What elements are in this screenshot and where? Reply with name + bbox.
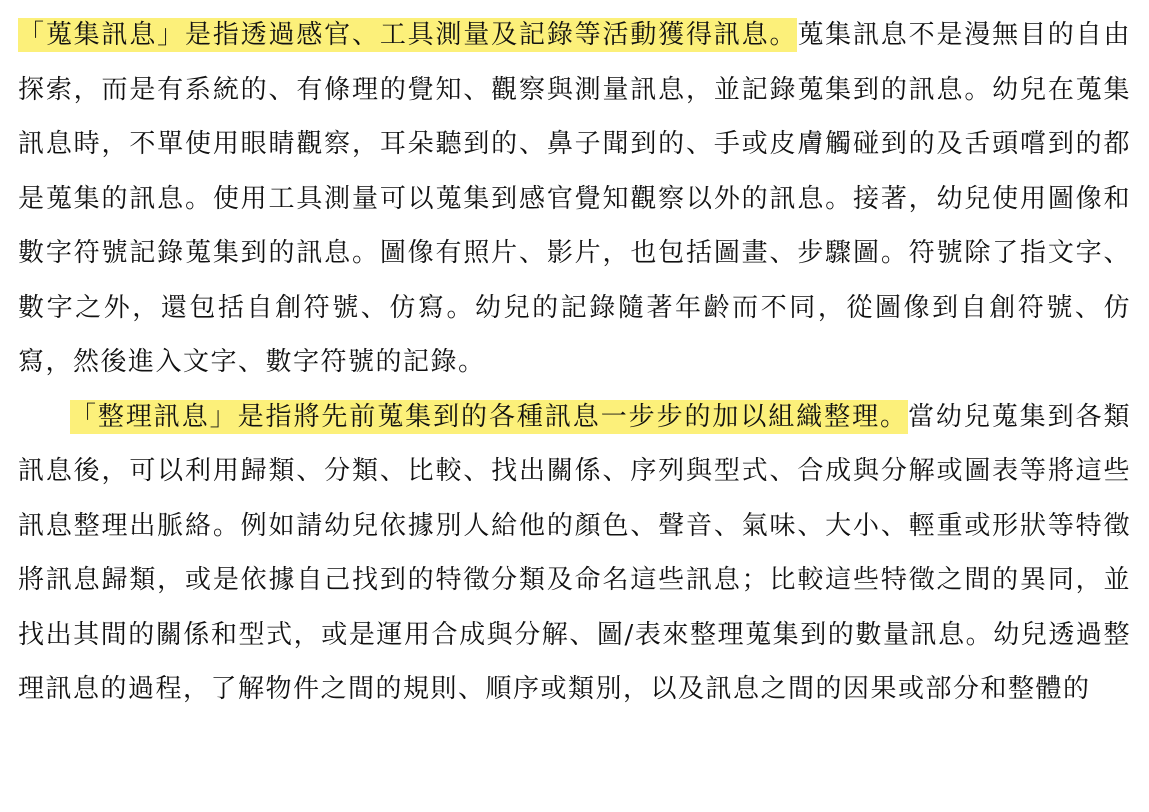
paragraph-collect-information	[18, 8, 1131, 390]
paragraph-body-organize: 當幼兒蒐集到各類訊息後，可以利用歸類、分類、比較、找出關係、序列與型式、合成與分解或圖表等將這些訊息整理出脈絡。例如請幼兒依據別人給他的顏色、聲音、氣味、大小、輕重或形狀等特徵將訊息歸類，或是依據自己找到的特徵分類及命名這些訊息；比較這些特徵之間的異同，並找出其間的關係和型式，或是運用合成與分解、圖/表來整理蒐集到的數量訊息。幼兒透過整理訊息的過程，了解物件之間的規則、順序或類別，以及訊息之間的因果或部分和整體的	[18, 401, 1131, 704]
highlighted-definition-collect: 「蒐集訊息」是指透過感官、工具測量及記錄等活動獲得訊息。	[18, 20, 798, 50]
document-page	[18, 8, 1131, 717]
paragraph-organize-information	[18, 390, 1131, 717]
paragraph-body-collect: 蒐集訊息不是漫無目的自由探索，而是有系統的、有條理的覺知、觀察與測量訊息，並記錄蒐集到的訊息。幼兒在蒐集訊息時，不單使用眼睛觀察，耳朵聽到的、鼻子聞到的、手或皮膚觸碰到的及舌頭嚐到的都是蒐集的訊息。使用工具測量可以蒐集到感官覺知觀察以外的訊息。接著，幼兒使用圖像和數字符號記錄蒐集到的訊息。圖像有照片、影片，也包括圖畫、步驟圖。符號除了指文字、數字之外，還包括自創符號、仿寫。幼兒的記錄隨著年齡而不同，從圖像到自創符號、仿寫，然後進入文字、數字符號的記錄。	[18, 20, 1131, 377]
highlighted-definition-organize: 「整理訊息」是指將先前蒐集到的各種訊息一步步的加以組織整理。	[70, 401, 908, 432]
